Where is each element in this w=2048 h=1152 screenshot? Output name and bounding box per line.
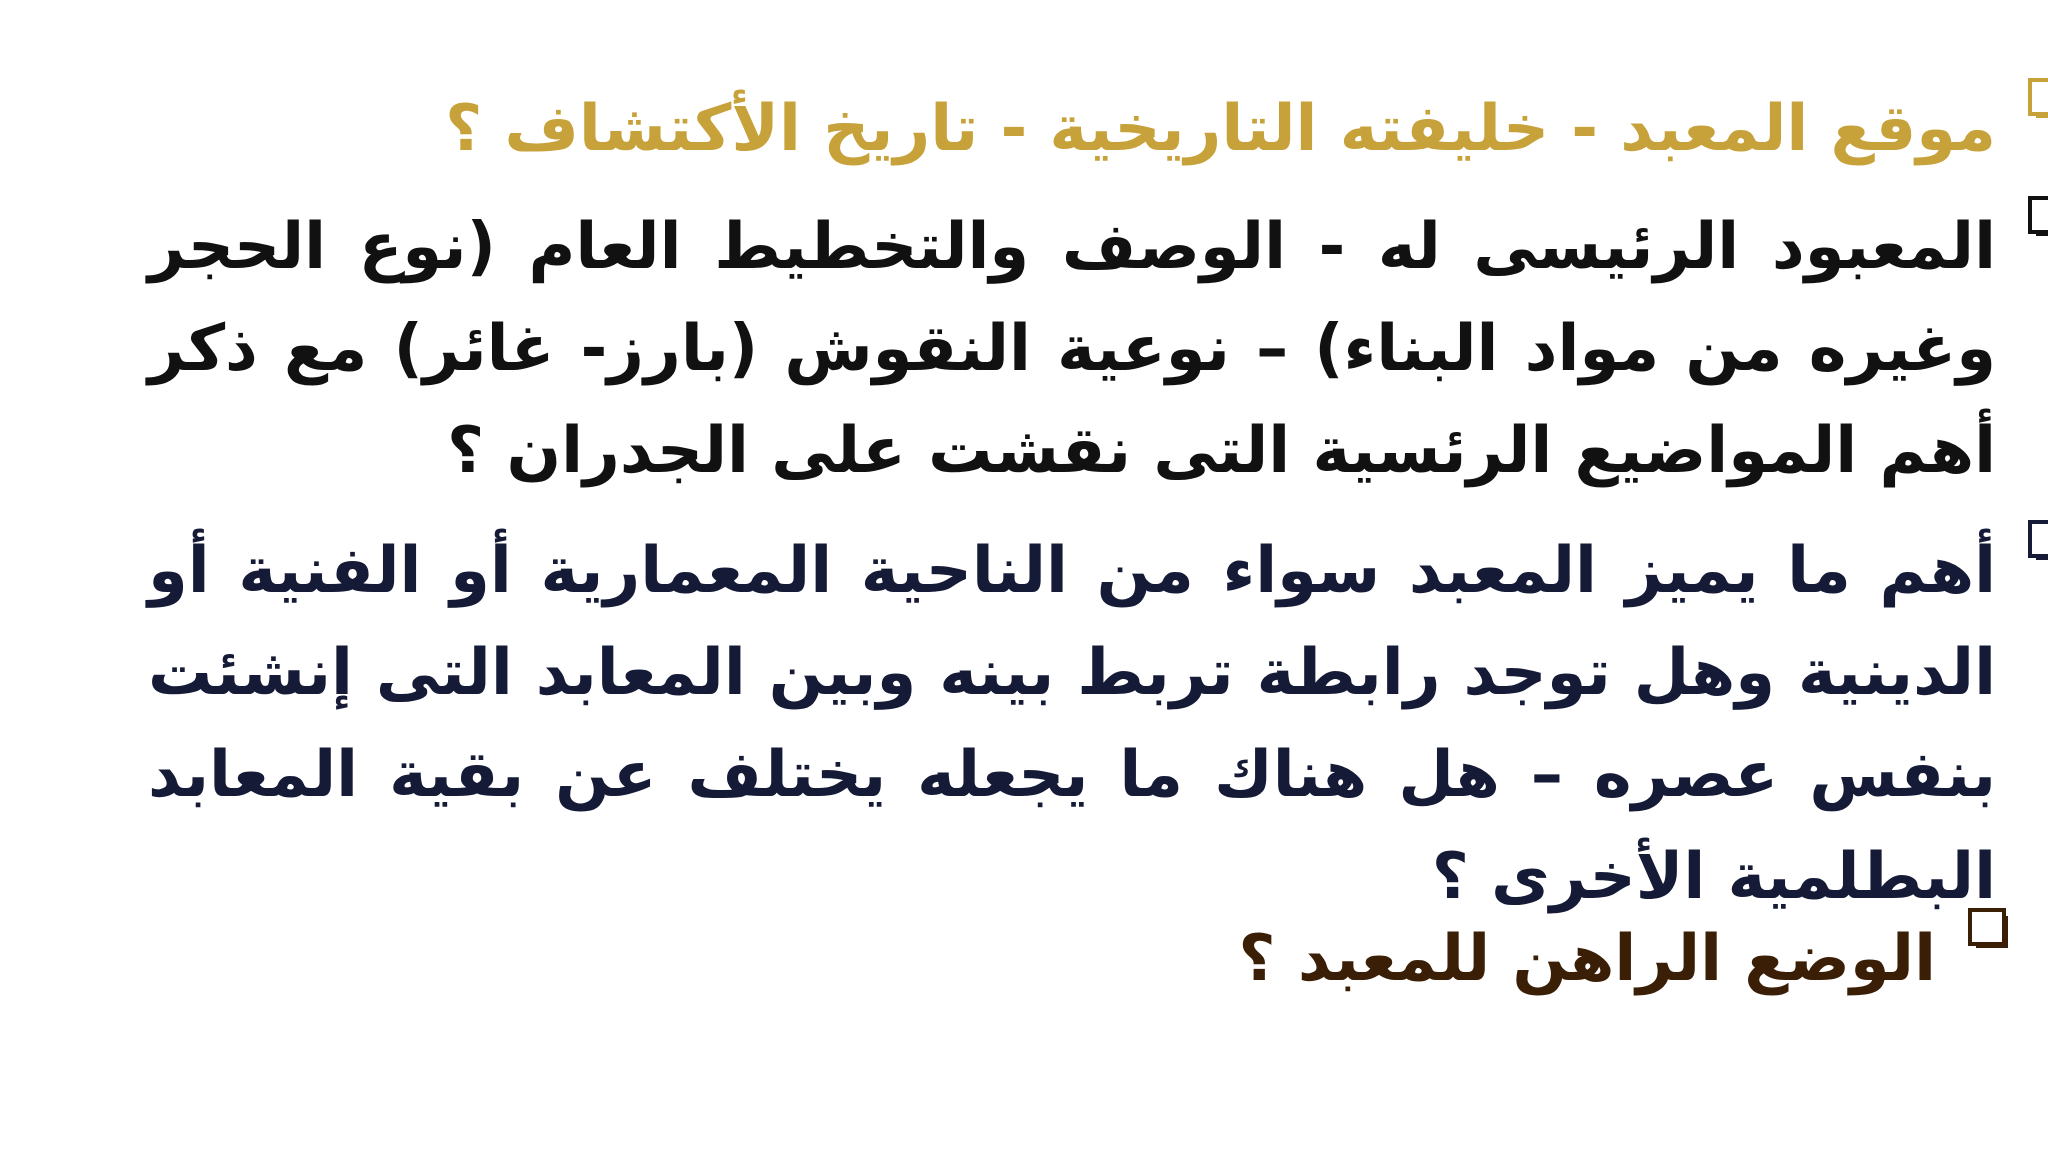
bullet-distinctive-features <box>148 520 2028 928</box>
bullet-current-status <box>1238 908 1968 1010</box>
bullet-text: المعبود الرئيسى له - الوصف والتخطيط العام (نوع الحجر وغيره من مواد البناء) – نوعية النقوش (بارز- غائر) مع ذكر أهم المواضيع الرئسية التى نقشت على الجدران ؟ <box>148 210 1996 488</box>
bullet-text: أهم ما يميز المعبد سواء من الناحية المعمارية أو الفنية أو الدينية وهل توجد رابطة تربط بينه وبين المعابد التى إنشئت بنفس عصره – هل هناك ما يجعله يختلف عن بقية المعابد البطلمية الأخرى ؟ <box>148 534 1996 914</box>
bullet-location-history-discovery <box>148 78 2028 180</box>
bullet-text: الوضع الراهن للمعبد ؟ <box>1238 922 1936 996</box>
bullet-deity-description <box>148 196 2028 502</box>
bullet-text: موقع المعبد - خليفته التاريخية - تاريخ الأكتشاف ؟ <box>445 92 1996 166</box>
